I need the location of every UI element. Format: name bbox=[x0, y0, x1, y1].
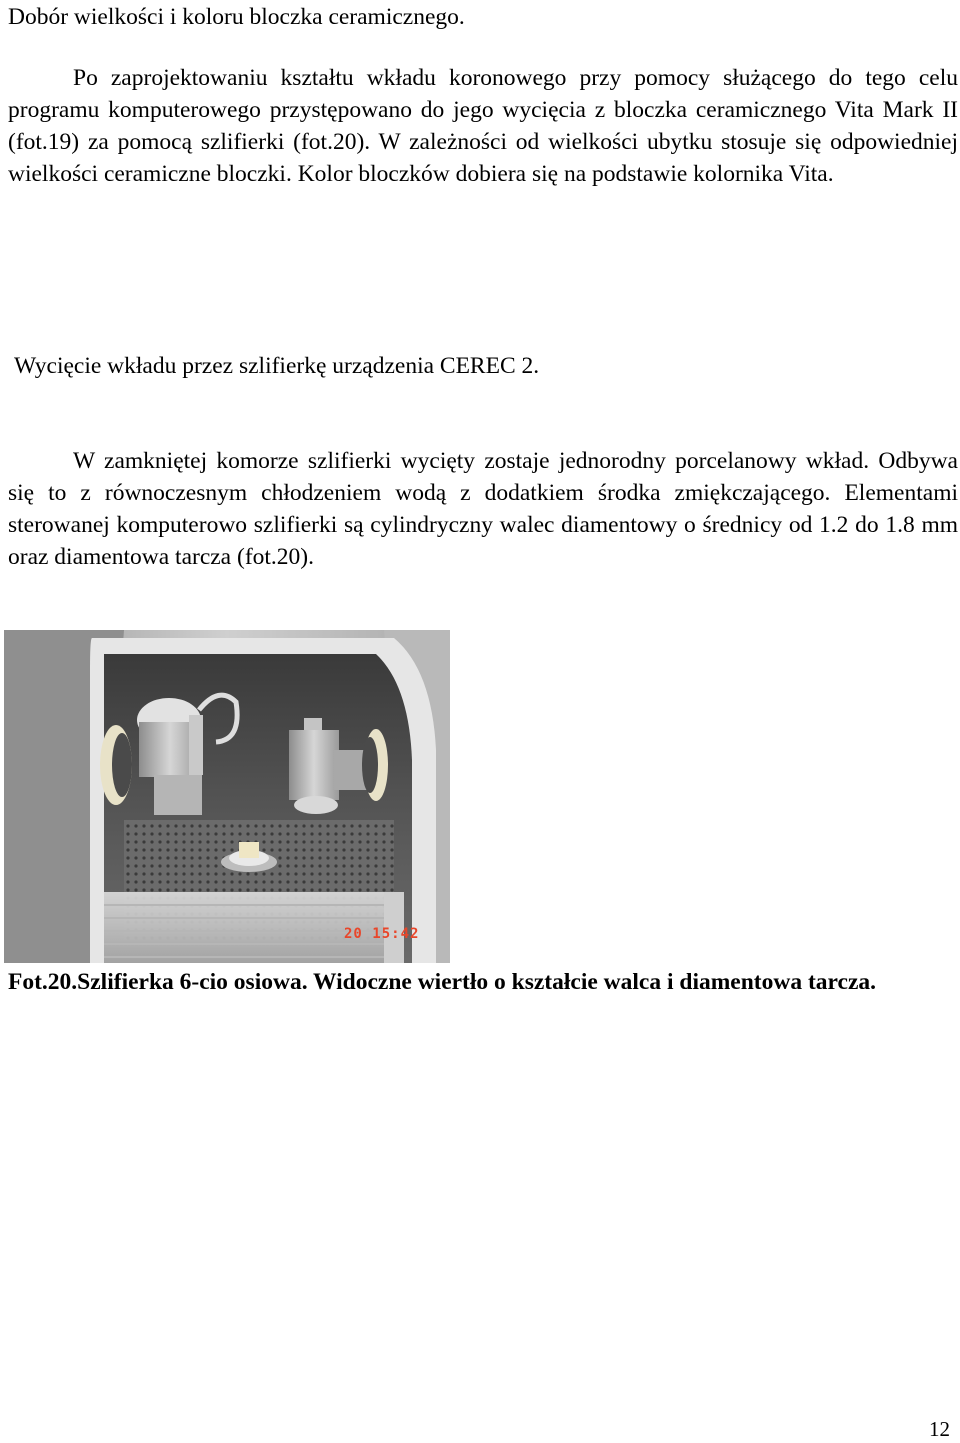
section-heading: Dobór wielkości i koloru bloczka ceramicznego. bbox=[8, 4, 465, 30]
photo-caption: Fot.20.Szlifierka 6-cio osiowa. Widoczne wiertło o kształcie walca i diamentowa tarcza. bbox=[8, 969, 877, 995]
milling-machine-photo bbox=[4, 630, 450, 963]
photo-illustration bbox=[4, 630, 450, 963]
paragraph-text: Po zaprojektowaniu kształtu wkładu koronowego przy pomocy służącego do tego celu programu komputerowego przystępowano do jego wycięcia z bloczka ceramicznego Vita Mark II (fot.19) za pomocą szlifierki (fot.20). W zależności od wielkości ubytku stosuje się odpowiedniej wielkości ceramiczne bloczki. Kolor bloczków dobiera się na podstawie kolornika Vita. bbox=[8, 65, 958, 187]
paragraph-text: W zamkniętej komorze szlifierki wycięty zostaje jednorodny porcelanowy wkład. Odbywa się to z równoczesnym chłodzeniem wodą z dodatkiem środka zmiękczającego. Elementami sterowanej komputerowo szlifierki są cylindryczny walec diamentowy o średnicy od 1.2 do 1.8 mm oraz diamentowa tarcza (fot.20). bbox=[8, 448, 958, 570]
photo-timestamp: 20 15:42 bbox=[344, 926, 420, 942]
paragraph-block-selection bbox=[8, 62, 958, 190]
paragraph-milling-description bbox=[8, 445, 958, 573]
page-number: 12 bbox=[929, 1417, 950, 1441]
section-subheading: Wycięcie wkładu przez szlifierkę urządzenia CEREC 2. bbox=[14, 353, 540, 379]
